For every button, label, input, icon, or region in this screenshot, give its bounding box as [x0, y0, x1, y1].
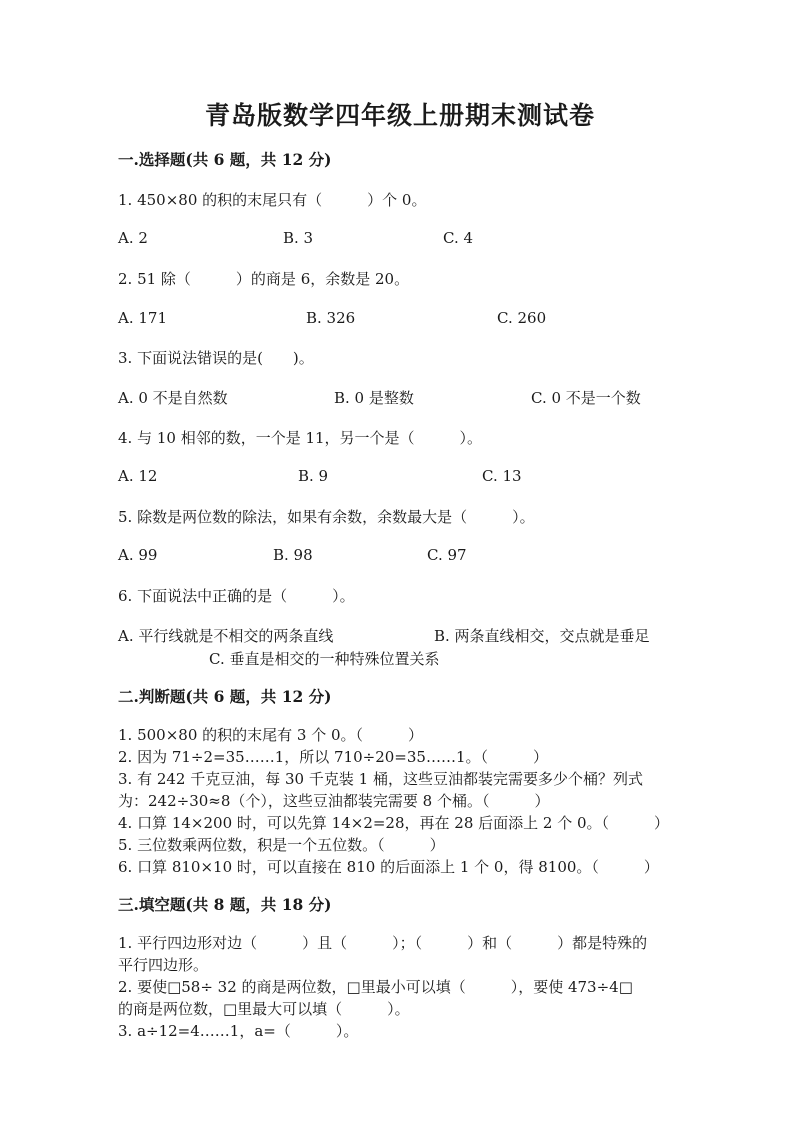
- judgment-item: 5. 三位数乘两位数，积是一个五位数。（ ）: [118, 836, 445, 854]
- fill-item: 1. 平行四边形对边（ ）且（ ）；（ ）和（ ）都是特殊的: [118, 934, 648, 952]
- option-c: C. 260: [497, 309, 547, 327]
- option-b: B. 3: [283, 229, 314, 247]
- option-a: A. 12: [118, 467, 158, 485]
- section-heading-fill: 三.填空题(共 8 题，共 18 分): [118, 895, 332, 914]
- option-c: C. 4: [443, 229, 474, 247]
- option-c: C. 13: [482, 467, 522, 485]
- option-b: B. 98: [273, 546, 313, 564]
- page-title: 青岛版数学四年级上册期末测试卷: [204, 101, 595, 130]
- fill-item: 2. 要使□58÷ 32 的商是两位数，□里最小可以填（ ），要使 473÷4□: [118, 978, 633, 996]
- option-c: C. 97: [427, 546, 467, 564]
- question-text: 1. 450×80 的积的末尾只有（ ）个 0。: [118, 191, 427, 209]
- question-text: 2. 51 除（ ）的商是 6，余数是 20。: [118, 270, 410, 288]
- judgment-item: 3. 有 242 千克豆油，每 30 千克装 1 桶，这些豆油都装完需要多少个桶？列式: [118, 770, 643, 788]
- judgment-item: 6. 口算 810×10 时，可以直接在 810 的后面添上 1 个 0，得 8100。（ ）: [118, 858, 659, 876]
- section-heading-judgment: 二.判断题(共 6 题，共 12 分): [118, 687, 332, 706]
- judgment-item: 4. 口算 14×200 时，可以先算 14×2=28，再在 28 后面添上 2 个 0。（ ）: [118, 814, 670, 832]
- option-a: A. 2: [118, 229, 148, 247]
- option-a: A. 99: [118, 546, 158, 564]
- judgment-item: 2. 因为 71÷2=35……1，所以 710÷20=35……1。（ ）: [118, 748, 548, 766]
- fill-item-cont: 的商是两位数，□里最大可以填（ ）。: [118, 1000, 410, 1018]
- option-b: B. 9: [298, 467, 329, 485]
- option-b: B. 两条直线相交，交点就是垂足: [434, 627, 650, 645]
- option-c: C. 0 不是一个数: [531, 389, 641, 407]
- fill-item: 3. a÷12=4……1，a=（ ）。: [118, 1022, 359, 1040]
- question-text: 5. 除数是两位数的除法，如果有余数，余数最大是（ ）。: [118, 508, 535, 526]
- option-b: B. 0 是整数: [334, 389, 414, 407]
- judgment-item-cont: 为：242÷30≈8（个），这些豆油都装完需要 8 个桶。（ ）: [118, 792, 550, 810]
- option-b: B. 326: [306, 309, 356, 327]
- option-a: A. 平行线就是不相交的两条直线: [118, 627, 334, 645]
- question-text: 6. 下面说法中正确的是（ ）。: [118, 587, 355, 605]
- question-text: 3. 下面说法错误的是( )。: [118, 349, 314, 367]
- question-text: 4. 与 10 相邻的数，一个是 11，另一个是（ ）。: [118, 429, 483, 447]
- judgment-item: 1. 500×80 的积的末尾有 3 个 0。（ ）: [118, 726, 424, 744]
- option-a: A. 0 不是自然数: [118, 389, 228, 407]
- option-c: C. 垂直是相交的一种特殊位置关系: [209, 650, 440, 668]
- option-a: A. 171: [118, 309, 167, 327]
- fill-item-cont: 平行四边形。: [118, 956, 209, 974]
- section-heading-choice: 一.选择题(共 6 题，共 12 分): [118, 150, 332, 169]
